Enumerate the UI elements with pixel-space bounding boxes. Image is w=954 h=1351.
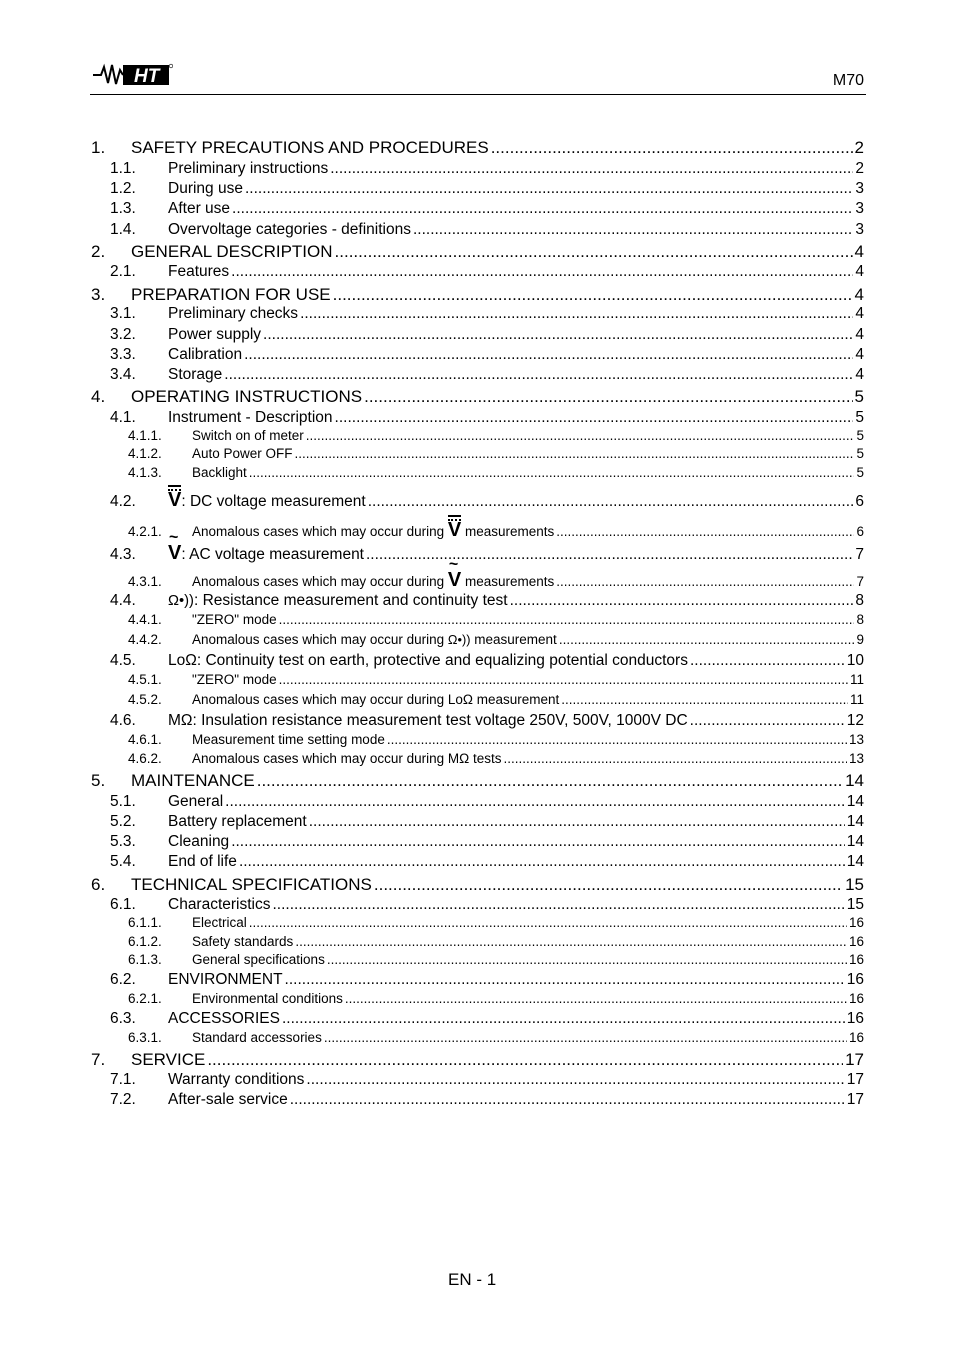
leader-dots — [257, 771, 843, 791]
toc-number: 6.1.1. — [128, 915, 162, 930]
toc-entry[interactable] — [90, 490, 864, 511]
toc-title — [168, 793, 223, 811]
toc-title-text: Standard accessories — [192, 1030, 322, 1045]
leader-dots — [556, 574, 854, 589]
toc-number: 4.6.2. — [128, 751, 162, 766]
toc-number: 6. — [91, 875, 106, 894]
toc-entry[interactable] — [90, 263, 864, 281]
toc-number: 3.4. — [110, 366, 136, 383]
toc-title — [192, 612, 277, 627]
toc-title — [192, 692, 559, 707]
toc-number: 2. — [91, 242, 106, 261]
toc-title — [192, 465, 247, 480]
toc-title — [131, 285, 331, 305]
leader-dots — [207, 1050, 843, 1070]
toc-number: 3.2. — [110, 326, 136, 343]
toc-number: 6.1.2. — [128, 934, 162, 949]
toc-title-text: Auto Power OFF — [192, 446, 293, 461]
toc-page-number: 8 — [855, 592, 864, 609]
toc-number: 4.3.1. — [128, 574, 162, 589]
toc-title — [192, 428, 304, 443]
leader-dots — [327, 952, 847, 967]
toc-page-number: 4 — [855, 305, 864, 322]
toc-entry[interactable] — [90, 991, 864, 1006]
toc-number: 5.4. — [110, 853, 136, 870]
toc-page-number: 4 — [855, 326, 864, 343]
toc-entry[interactable] — [90, 712, 864, 730]
toc-entry[interactable] — [90, 896, 864, 914]
toc-entry[interactable] — [90, 428, 864, 443]
leader-dots — [263, 326, 853, 344]
leader-dots — [335, 242, 853, 262]
toc-title — [168, 326, 261, 344]
toc-title — [168, 160, 328, 178]
toc-entry[interactable] — [90, 346, 864, 364]
toc-page-number: 5 — [856, 428, 864, 443]
toc-number: 4.1.3. — [128, 465, 162, 480]
toc-title-text: OPERATING INSTRUCTIONS — [131, 387, 363, 406]
toc-page-number: 16 — [848, 915, 864, 930]
leader-dots — [368, 493, 854, 511]
toc-number: 2.1. — [110, 263, 136, 280]
ac-voltage-icon: ~ V — [168, 543, 181, 563]
toc-title — [168, 1010, 280, 1028]
toc-entry[interactable] — [90, 672, 864, 687]
leader-dots — [282, 1010, 845, 1028]
toc-page-number: 14 — [845, 771, 864, 790]
toc-number: 4.5. — [110, 652, 136, 669]
toc-title-text: General specifications — [192, 952, 325, 967]
toc-page-number: 16 — [846, 971, 864, 988]
toc-number: 4.2.1. — [128, 524, 162, 539]
toc-entry[interactable] — [90, 285, 864, 305]
toc-title-text: Backlight — [192, 465, 247, 480]
toc-entry[interactable] — [90, 751, 864, 766]
toc-number: 5. — [91, 771, 106, 790]
toc-title — [131, 387, 362, 407]
leader-dots — [366, 546, 853, 564]
leader-dots — [335, 409, 854, 427]
toc-page-number: 3 — [855, 221, 864, 238]
toc-page-number: 4 — [854, 242, 864, 261]
toc-title — [168, 833, 229, 851]
toc-title-text: Battery replacement — [168, 813, 307, 830]
leader-dots — [245, 180, 853, 198]
toc-page-number: 14 — [846, 793, 864, 810]
toc-title-text: After-sale service — [168, 1091, 288, 1108]
leader-dots — [239, 853, 845, 871]
toc-entry[interactable] — [90, 952, 864, 967]
toc-title-text: : Resistance measurement and continuity test — [193, 592, 508, 609]
toc-title-text: TECHNICAL SPECIFICATIONS — [131, 875, 372, 894]
toc-title-text: ENVIRONMENT — [168, 971, 283, 988]
toc-entry[interactable] — [90, 853, 864, 871]
dc-voltage-icon: V — [168, 489, 182, 511]
toc-page-number: 16 — [848, 934, 864, 949]
toc-page-number: 8 — [856, 612, 864, 627]
toc-title — [192, 1030, 322, 1045]
toc-number: 1.1. — [110, 160, 136, 177]
toc-page-number: 6 — [855, 493, 864, 510]
toc-title — [192, 570, 554, 590]
toc-entry[interactable] — [90, 138, 864, 158]
toc-number: 7. — [91, 1050, 106, 1069]
toc-page-number: 4 — [855, 346, 864, 363]
toc-title-text: After use — [168, 200, 231, 217]
toc-title — [168, 221, 411, 239]
toc-entry[interactable] — [90, 242, 864, 262]
toc-title — [168, 180, 243, 198]
leader-dots — [364, 387, 852, 407]
dc-voltage-icon: V — [447, 519, 462, 541]
toc-title — [168, 263, 229, 281]
toc-page-number: 4 — [854, 285, 864, 304]
toc-entry[interactable] — [90, 520, 864, 540]
toc-number: 4.2. — [110, 493, 136, 510]
leader-dots — [510, 592, 854, 610]
toc-number: 3.1. — [110, 305, 136, 322]
toc-title — [168, 409, 333, 427]
toc-title-text: GENERAL DESCRIPTION — [131, 242, 333, 261]
toc-entry[interactable] — [90, 409, 864, 427]
toc-number: 3.3. — [110, 346, 136, 363]
toc-number: 4.5.2. — [128, 692, 162, 707]
toc-title — [168, 366, 222, 384]
toc-title-suffix: measurements — [465, 524, 555, 539]
leader-dots — [295, 934, 847, 949]
toc-title — [192, 751, 501, 766]
toc-title — [131, 1050, 205, 1070]
toc-title — [168, 543, 364, 564]
toc-entry[interactable] — [90, 793, 864, 811]
toc-title-suffix: measurements — [465, 574, 555, 589]
toc-page-number: 17 — [846, 1071, 864, 1088]
toc-entry[interactable] — [90, 180, 864, 198]
toc-title — [168, 652, 688, 670]
toc-title — [168, 971, 283, 989]
toc-entry[interactable] — [90, 612, 864, 627]
leader-dots — [225, 793, 845, 811]
toc-title-text: Anomalous cases which may occur during — [192, 632, 445, 647]
toc-page-number: 7 — [855, 546, 864, 563]
toc-entry[interactable] — [90, 1071, 864, 1089]
toc-title — [168, 853, 237, 871]
toc-title — [168, 896, 271, 914]
leader-dots — [295, 446, 855, 461]
toc-number: 1.4. — [110, 221, 136, 238]
toc-entry[interactable] — [90, 833, 864, 851]
toc-title-text: : DC voltage measurement — [181, 493, 366, 510]
toc-entry[interactable] — [90, 305, 864, 323]
toc-title — [168, 592, 508, 610]
toc-title-text: Warranty conditions — [168, 1071, 305, 1088]
toc-title-text: Anomalous cases which may occur during — [192, 524, 445, 539]
toc-page-number: 12 — [846, 712, 864, 729]
toc-entry[interactable] — [90, 543, 864, 564]
leader-dots — [290, 1091, 845, 1109]
toc-number: 6.3.1. — [128, 1030, 162, 1045]
toc-page-number: 2 — [854, 138, 864, 157]
toc-title — [192, 934, 293, 949]
leader-dots — [324, 1030, 847, 1045]
toc-title — [168, 200, 230, 218]
leader-dots — [690, 652, 845, 670]
toc-entry[interactable] — [90, 971, 864, 989]
toc-number: 1.3. — [110, 200, 136, 217]
toc-entry[interactable] — [90, 446, 864, 461]
toc-page-number: 5 — [854, 387, 864, 406]
leader-dots — [231, 833, 845, 851]
toc-entry[interactable] — [90, 160, 864, 178]
leader-dots — [561, 692, 848, 707]
toc-title-text: SAFETY PRECAUTIONS AND PROCEDURES — [131, 138, 489, 157]
toc-page-number: 15 — [845, 875, 864, 894]
leader-dots — [556, 524, 854, 539]
toc-entry[interactable] — [90, 1091, 864, 1109]
toc-title — [192, 952, 325, 967]
toc-title-text: LoΩ: Continuity test on earth, protective and equalizing potential conductors — [168, 652, 688, 669]
toc-page-number: 17 — [845, 1050, 864, 1069]
toc-page-number: 17 — [846, 1091, 864, 1108]
leader-dots — [300, 305, 853, 323]
toc-page-number: 6 — [856, 524, 864, 539]
toc-number: 6.2. — [110, 971, 136, 988]
toc-title-text: SERVICE — [131, 1050, 206, 1069]
toc-number: 7.1. — [110, 1071, 136, 1088]
toc-title-text: Preliminary checks — [168, 305, 299, 322]
toc-entry[interactable] — [90, 592, 864, 610]
toc-page-number: 14 — [846, 853, 864, 870]
toc-number: 4.1.1. — [128, 428, 162, 443]
toc-entry[interactable] — [90, 732, 864, 747]
leader-dots — [249, 915, 847, 930]
toc-page-number: 13 — [848, 751, 864, 766]
toc-number: 3. — [91, 285, 106, 304]
toc-title — [168, 305, 298, 323]
toc-page-number: 5 — [856, 465, 864, 480]
toc-title-text: Anomalous cases which may occur during MΩ tests — [192, 751, 502, 766]
leader-dots — [387, 732, 847, 747]
toc-number: 4.4.1. — [128, 612, 162, 627]
toc-page-number: 7 — [856, 574, 864, 589]
toc-title-text: "ZERO" mode — [192, 672, 277, 687]
toc-entry[interactable] — [90, 813, 864, 831]
toc-number: 5.2. — [110, 813, 136, 830]
toc-title — [168, 1071, 304, 1089]
toc-entry[interactable] — [90, 1050, 864, 1070]
toc-title-text: Instrument - Description — [168, 409, 333, 426]
toc-title-text: Measurement time setting mode — [192, 732, 385, 747]
toc-title — [192, 915, 247, 930]
toc-title — [168, 490, 366, 511]
toc-page-number: 15 — [846, 896, 864, 913]
toc-number: 4.4. — [110, 592, 136, 609]
toc-title — [131, 242, 333, 262]
toc-title-text: Power supply — [168, 326, 262, 343]
toc-number: 4.1. — [110, 409, 136, 426]
toc-entry[interactable] — [90, 934, 864, 949]
toc-title — [168, 346, 242, 364]
toc-number: 6.2.1. — [128, 991, 162, 1006]
toc-entry[interactable] — [90, 221, 864, 239]
leader-dots — [491, 138, 853, 158]
toc-entry[interactable] — [90, 875, 864, 895]
toc-entry[interactable] — [90, 652, 864, 670]
page-number: EN - 1 — [448, 1270, 497, 1289]
leader-dots — [306, 428, 855, 443]
leader-dots — [559, 632, 855, 647]
toc-title-text: General — [168, 793, 224, 810]
toc-entry[interactable] — [90, 366, 864, 384]
toc-title — [192, 446, 293, 461]
leader-dots — [285, 971, 845, 989]
toc-page-number: 3 — [855, 180, 864, 197]
toc-title-text: Overvoltage categories - definitions — [168, 221, 411, 238]
toc-entry[interactable] — [90, 1030, 864, 1045]
toc-title-text: : AC voltage measurement — [181, 546, 364, 563]
toc-title — [192, 732, 385, 747]
toc-page-number: 16 — [848, 991, 864, 1006]
toc-number: 4.3. — [110, 546, 136, 563]
ohm-continuity-icon: Ω•)) — [168, 593, 194, 609]
toc-title — [131, 138, 489, 158]
toc-title-text: Cleaning — [168, 833, 230, 850]
toc-page-number: 16 — [848, 952, 864, 967]
toc-title — [131, 875, 372, 895]
toc-title — [131, 771, 255, 791]
toc-page-number: 11 — [849, 672, 864, 687]
toc-title-text: During use — [168, 180, 243, 197]
toc-entry[interactable] — [90, 915, 864, 930]
ht-logo-icon — [93, 62, 173, 88]
leader-dots — [279, 612, 855, 627]
leader-dots — [232, 200, 853, 218]
toc-page-number: 16 — [846, 1010, 864, 1027]
toc-number: 5.1. — [110, 793, 136, 810]
toc-page-number: 2 — [855, 160, 864, 177]
toc-number: 6.1. — [110, 896, 136, 913]
toc-entry[interactable] — [90, 465, 864, 480]
toc-title-text: Anomalous cases which may occur during LoΩ measurement — [192, 692, 560, 707]
ohm-continuity-icon: Ω•)) — [447, 632, 471, 647]
toc-title-text: Electrical — [192, 915, 247, 930]
toc-entry[interactable] — [90, 692, 864, 707]
toc-title-text: "ZERO" mode — [192, 612, 277, 627]
page-header — [90, 60, 866, 95]
toc-number: 4.4.2. — [128, 632, 162, 647]
toc-page-number: 14 — [846, 833, 864, 850]
toc-number: 6.3. — [110, 1010, 136, 1027]
toc-title — [192, 991, 343, 1006]
toc-title — [192, 672, 277, 687]
toc-page-number: 13 — [848, 732, 864, 747]
model-label: M70 — [832, 72, 864, 89]
leader-dots — [224, 366, 853, 384]
toc-page-number: 5 — [855, 409, 864, 426]
toc-entry[interactable] — [90, 570, 864, 590]
leader-dots — [309, 813, 845, 831]
ac-voltage-icon: ~ V — [448, 570, 461, 590]
leader-dots — [244, 346, 853, 364]
toc-title-text: Storage — [168, 366, 223, 383]
toc-number: 4.6. — [110, 712, 136, 729]
toc-page-number: 9 — [856, 632, 864, 647]
toc-title — [192, 520, 554, 540]
toc-title — [168, 712, 688, 730]
toc-page-number: 4 — [855, 366, 864, 383]
toc-page-number: 5 — [856, 446, 864, 461]
leader-dots — [279, 672, 848, 687]
leader-dots — [306, 1071, 844, 1089]
leader-dots — [374, 875, 843, 895]
toc-entry[interactable] — [90, 200, 864, 218]
toc-number: 4.1.2. — [128, 446, 162, 461]
toc-entry[interactable] — [90, 387, 864, 407]
toc-title — [168, 1091, 288, 1109]
toc-page-number: 3 — [855, 200, 864, 217]
toc-entry[interactable] — [90, 771, 864, 791]
leader-dots — [249, 465, 855, 480]
toc-title-text: Environmental conditions — [192, 991, 343, 1006]
brand-text: HT — [134, 66, 160, 87]
leader-dots — [413, 221, 853, 239]
leader-dots — [273, 896, 845, 914]
toc-title-text: End of life — [168, 853, 237, 870]
leader-dots — [333, 285, 853, 305]
toc-title — [168, 813, 307, 831]
leader-dots — [690, 712, 845, 730]
leader-dots — [503, 751, 847, 766]
toc-title-text: ACCESSORIES — [168, 1010, 280, 1027]
toc-title-text: Calibration — [168, 346, 243, 363]
toc-number: 1. — [91, 138, 106, 157]
toc-page-number: 14 — [846, 813, 864, 830]
toc-title-text: Safety standards — [192, 934, 294, 949]
toc-page-number: 10 — [846, 652, 864, 669]
toc-title-text: MΩ: Insulation resistance measurement test voltage 250V, 500V, 1000V DC — [168, 712, 688, 729]
leader-dots — [231, 263, 853, 281]
toc-number: 1.2. — [110, 180, 136, 197]
toc-number: 5.3. — [110, 833, 136, 850]
toc-title-text: Characteristics — [168, 896, 271, 913]
toc-number: 4.5.1. — [128, 672, 162, 687]
toc-entry[interactable] — [90, 326, 864, 344]
toc-title-text: MAINTENANCE — [131, 771, 255, 790]
toc-number: 6.1.3. — [128, 952, 162, 967]
toc-entry[interactable] — [90, 632, 864, 647]
toc-title-text: PREPARATION FOR USE — [131, 285, 331, 304]
toc-entry[interactable] — [90, 1010, 864, 1028]
toc-page-number: 16 — [848, 1030, 864, 1045]
toc-title — [192, 632, 557, 647]
toc-title-text: Switch on of meter — [192, 428, 304, 443]
toc-number: 4. — [91, 387, 106, 406]
toc-title-text: Anomalous cases which may occur during — [192, 574, 445, 589]
toc-title-text: Preliminary instructions — [168, 160, 329, 177]
toc-page-number: 11 — [849, 692, 864, 707]
toc-title-text: Features — [168, 263, 230, 280]
leader-dots — [345, 991, 847, 1006]
toc-number: 4.6.1. — [128, 732, 162, 747]
toc-title-suffix: measurement — [474, 632, 557, 647]
toc-page-number: 4 — [855, 263, 864, 280]
leader-dots — [330, 160, 853, 178]
toc-number: 7.2. — [110, 1091, 136, 1108]
